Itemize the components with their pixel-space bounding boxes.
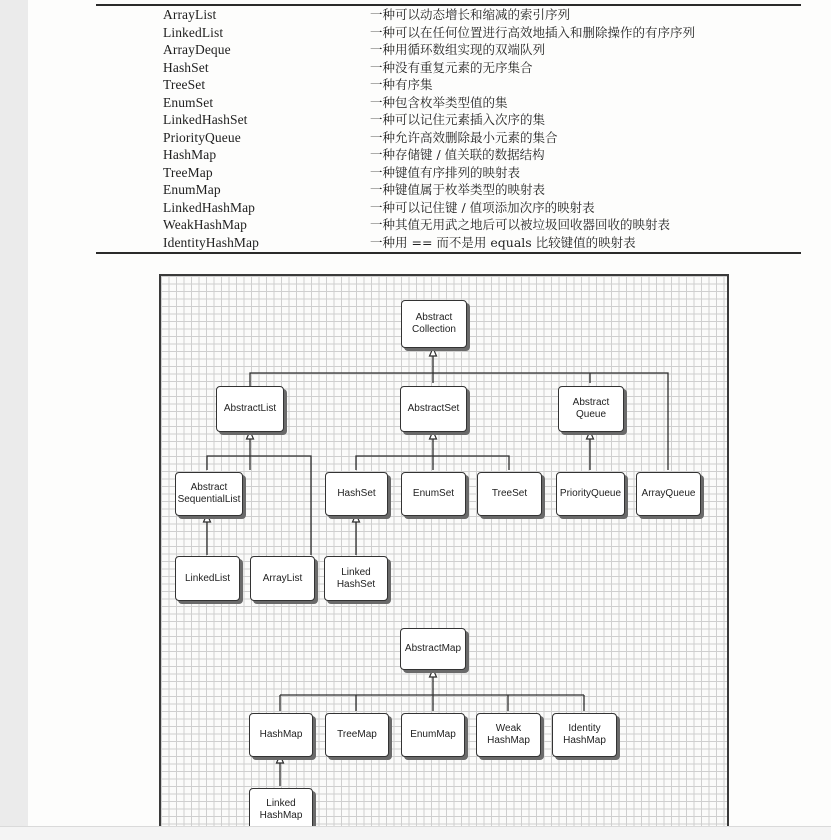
- collection-type-description: 一种包含枚举类型值的集: [370, 94, 508, 110]
- table-row: [28, 164, 831, 181]
- collection-type-name: IdentityHashMap: [163, 234, 259, 250]
- node-abstract-map: AbstractMap: [400, 628, 466, 670]
- collection-type-description: 一种可以动态增长和缩减的索引序列: [370, 7, 571, 22]
- node-abstract-set: AbstractSet: [400, 386, 467, 432]
- node-linked-hash-map: Linked HashMap: [249, 788, 313, 826]
- node-linked-list: LinkedList: [175, 556, 240, 601]
- node-enum-map: EnumMap: [401, 713, 465, 757]
- collection-type-description: 一种有序集: [370, 77, 433, 92]
- collection-type-description: 一种可以记住键 / 值项添加次序的映射表: [370, 199, 595, 215]
- table-row: [28, 59, 831, 76]
- table-row: [28, 6, 831, 23]
- collection-type-name: TreeSet: [163, 77, 206, 92]
- node-abstract-list: AbstractList: [216, 386, 284, 432]
- node-enum-set: EnumSet: [401, 472, 466, 516]
- book-page: [28, 0, 831, 826]
- table-row: [28, 111, 831, 128]
- table-row: [28, 129, 831, 146]
- collection-type-name: PriorityQueue: [163, 129, 241, 145]
- node-hash-map: HashMap: [249, 713, 313, 757]
- collection-type-description: 一种存储键 / 值关联的数据结构: [370, 147, 545, 162]
- table-row: [28, 94, 831, 111]
- collection-type-description: 一种键值有序排列的映射表: [370, 164, 521, 180]
- collection-type-description: 一种没有重复元素的无序集合: [370, 59, 533, 75]
- collection-type-name: LinkedHashSet: [163, 112, 248, 127]
- node-abstract-sequential-list: Abstract SequentialList: [175, 472, 243, 516]
- table-row: [28, 234, 831, 251]
- node-array-list: ArrayList: [250, 556, 315, 601]
- collection-type-description: 一种允许高效删除最小元素的集合: [370, 129, 558, 145]
- collection-type-name: ArrayList: [163, 7, 217, 22]
- collection-type-name: LinkedList: [163, 24, 224, 40]
- table-bottom-rule: [96, 252, 801, 254]
- node-priority-queue: PriorityQueue: [556, 472, 625, 516]
- table-row: [28, 181, 831, 198]
- collection-type-description: 一种键值属于枚举类型的映射表: [370, 182, 546, 197]
- collection-type-name: HashSet: [163, 59, 209, 75]
- table-row: [28, 76, 831, 93]
- node-abstract-queue: Abstract Queue: [558, 386, 624, 432]
- collection-type-description: 一种用 == 而不是用 equals 比较键值的映射表: [370, 234, 636, 250]
- collection-type-description: 一种其值无用武之地后可以被垃圾回收器回收的映射表: [370, 217, 671, 232]
- viewer-bottom-bar: [0, 826, 831, 840]
- node-hash-set: HashSet: [325, 472, 388, 516]
- collection-hierarchy-diagram: [159, 274, 729, 826]
- collection-type-description: 一种用循环数组实现的双端队列: [370, 42, 546, 57]
- collection-type-description: 一种可以在任何位置进行高效地插入和删除操作的有序序列: [370, 24, 696, 40]
- collection-type-name: HashMap: [163, 147, 217, 162]
- collection-type-name: TreeMap: [163, 164, 213, 180]
- table-row: [28, 146, 831, 163]
- collection-type-name: WeakHashMap: [163, 217, 247, 232]
- node-linked-hash-set: Linked HashSet: [324, 556, 388, 601]
- table-row: [28, 199, 831, 216]
- collection-type-name: EnumMap: [163, 182, 221, 197]
- collection-type-name: ArrayDeque: [163, 42, 231, 57]
- node-tree-map: TreeMap: [325, 713, 389, 757]
- table-row: [28, 41, 831, 58]
- node-weak-hash-map: Weak HashMap: [476, 713, 541, 757]
- table-row: [28, 216, 831, 233]
- node-identity-hash-map: Identity HashMap: [552, 713, 617, 757]
- collection-type-name: LinkedHashMap: [163, 199, 256, 215]
- node-abstract-collection: Abstract Collection: [401, 300, 467, 348]
- collection-type-description: 一种可以记住元素插入次序的集: [370, 112, 546, 127]
- collection-type-name: EnumSet: [163, 94, 214, 110]
- node-tree-set: TreeSet: [477, 472, 542, 516]
- table-row: [28, 24, 831, 41]
- node-array-queue: ArrayQueue: [636, 472, 701, 516]
